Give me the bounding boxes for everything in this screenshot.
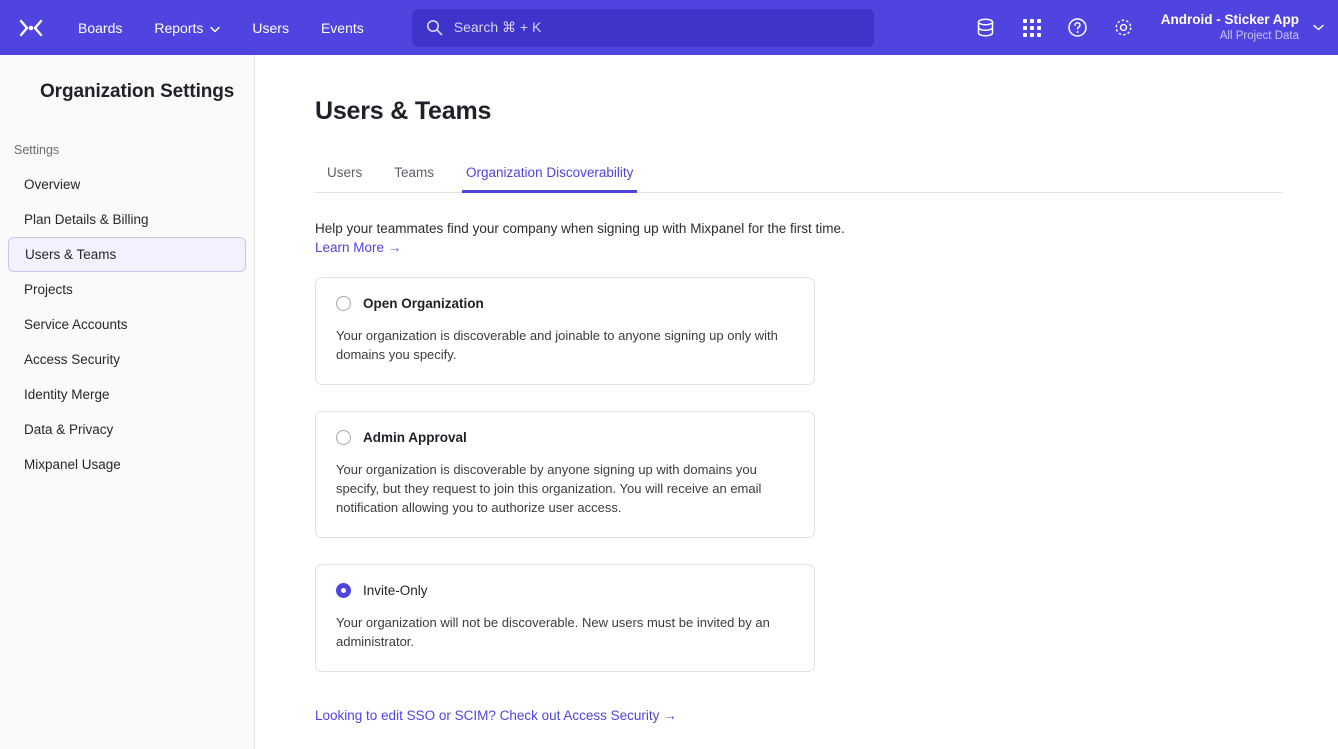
sidebar-item-access-security[interactable] bbox=[8, 342, 246, 377]
top-navigation-bar bbox=[0, 0, 1338, 55]
project-scope: All Project Data bbox=[1219, 29, 1299, 42]
main-content bbox=[255, 55, 1338, 749]
access-security-link[interactable]: Looking to edit SSO or SCIM? Check out Access Security → bbox=[315, 708, 677, 723]
helper-text: Help your teammates find your company when signing up with Mixpanel for the first time. bbox=[315, 221, 845, 236]
gear-icon[interactable] bbox=[1101, 0, 1147, 55]
option-title: Open Organization bbox=[363, 296, 484, 311]
radio-admin-approval[interactable] bbox=[336, 430, 351, 445]
tab-teams[interactable] bbox=[378, 165, 450, 193]
nav-item-users[interactable] bbox=[236, 0, 305, 55]
radio-open-organization[interactable] bbox=[336, 296, 351, 311]
nav-item-label: Users bbox=[252, 19, 289, 36]
sidebar-item-service-accounts[interactable] bbox=[8, 307, 246, 342]
help-circle-icon[interactable] bbox=[1055, 0, 1101, 55]
sidebar-item-plan-details-billing[interactable] bbox=[8, 202, 246, 237]
sidebar-section-label: Settings bbox=[14, 143, 60, 157]
tab-label: Organization Discoverability bbox=[466, 165, 634, 180]
top-right-actions bbox=[963, 0, 1324, 55]
sidebar-item-mixpanel-usage[interactable] bbox=[8, 447, 246, 482]
nav-item-label: Events bbox=[320, 19, 364, 36]
option-header bbox=[336, 430, 794, 445]
sidebar-item-label: Identity Merge bbox=[24, 387, 110, 402]
sidebar-item-label: Access Security bbox=[24, 352, 121, 367]
nav-item-boards[interactable] bbox=[62, 0, 138, 55]
page-title: Users & Teams bbox=[315, 97, 492, 125]
data-warehouse-icon[interactable] bbox=[963, 0, 1009, 55]
sidebar-title: Organization Settings bbox=[40, 81, 235, 102]
content-tabs bbox=[315, 164, 1283, 193]
tab-users[interactable] bbox=[315, 165, 378, 193]
radio-invite-only[interactable] bbox=[336, 583, 351, 598]
sidebar-item-projects[interactable] bbox=[8, 272, 246, 307]
nav-item-events[interactable] bbox=[305, 0, 380, 55]
settings-sidebar bbox=[0, 55, 255, 749]
learn-more-link[interactable]: Learn More → bbox=[315, 240, 402, 255]
option-header bbox=[336, 583, 794, 598]
sidebar-item-label: Plan Details & Billing bbox=[24, 212, 149, 227]
nav-item-label: Reports bbox=[154, 19, 204, 36]
option-title: Invite-Only bbox=[363, 583, 428, 598]
mixpanel-logo-icon[interactable] bbox=[0, 15, 62, 41]
nav-item-label: Boards bbox=[78, 19, 123, 36]
project-name: Android - Sticker App bbox=[1160, 11, 1299, 27]
search-icon bbox=[426, 19, 443, 36]
option-description: Your organization will not be discoverable. New users must be invited by an administrator. bbox=[336, 615, 770, 649]
sidebar-item-label: Users & Teams bbox=[25, 247, 117, 262]
tab-label: Users bbox=[327, 165, 363, 180]
apps-grid-icon[interactable] bbox=[1009, 0, 1055, 55]
primary-nav bbox=[62, 0, 380, 55]
option-card-admin-approval[interactable] bbox=[315, 411, 815, 538]
page-body bbox=[0, 55, 1338, 749]
search-container bbox=[412, 9, 874, 47]
sidebar-item-data-privacy[interactable] bbox=[8, 412, 246, 447]
search-placeholder-text: Search ⌘ + K bbox=[453, 19, 542, 35]
sidebar-item-label: Mixpanel Usage bbox=[24, 457, 121, 472]
tab-label: Teams bbox=[394, 165, 435, 180]
option-card-invite-only[interactable] bbox=[315, 564, 815, 672]
sidebar-item-label: Data & Privacy bbox=[24, 422, 114, 437]
option-card-open-organization[interactable] bbox=[315, 277, 815, 385]
sidebar-item-users-teams[interactable] bbox=[8, 237, 246, 272]
nav-item-reports[interactable] bbox=[138, 0, 236, 55]
project-selector[interactable] bbox=[1161, 12, 1324, 43]
project-text bbox=[1161, 12, 1299, 43]
sidebar-item-label: Projects bbox=[24, 282, 73, 297]
option-title: Admin Approval bbox=[363, 430, 467, 445]
chevron-down-icon bbox=[210, 20, 220, 36]
option-description: Your organization is discoverable by anyone signing up with domains you specify, but they request to join this organization. You will receive an email notification allowing you to authorize user access. bbox=[336, 462, 762, 515]
option-description: Your organization is discoverable and joinable to anyone signing up only with domains you specify. bbox=[336, 328, 778, 362]
tab-organization-discoverability[interactable] bbox=[450, 165, 649, 193]
sidebar-item-label: Service Accounts bbox=[24, 317, 128, 332]
chevron-down-icon bbox=[1313, 24, 1324, 31]
sidebar-item-overview[interactable] bbox=[8, 167, 246, 202]
sidebar-item-identity-merge[interactable] bbox=[8, 377, 246, 412]
sidebar-item-label: Overview bbox=[24, 177, 81, 192]
search-input[interactable] bbox=[412, 9, 874, 47]
option-header bbox=[336, 296, 794, 311]
